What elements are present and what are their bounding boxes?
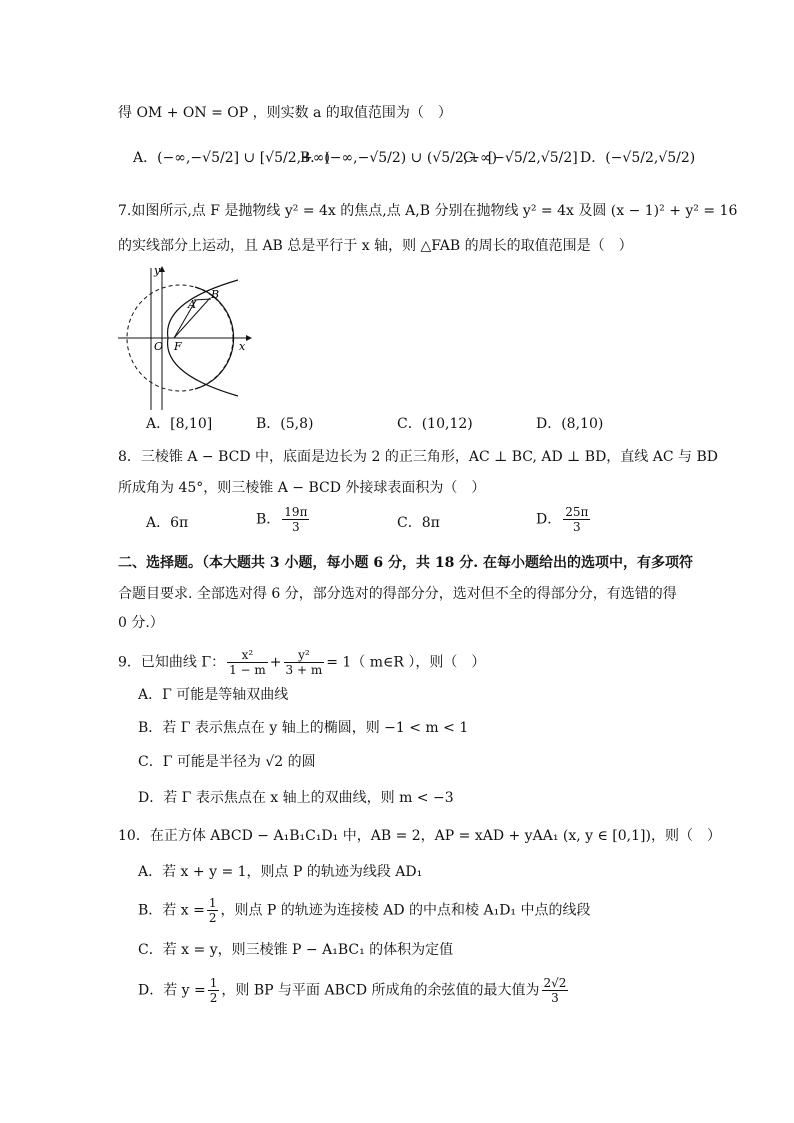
q8-option-b-prefix: B． xyxy=(256,511,281,528)
section2-header-line3: 0 分.） xyxy=(118,615,164,631)
q8-option-d-fraction xyxy=(563,505,590,534)
fraction-denominator: 2 xyxy=(209,991,218,1005)
fraction-denominator: 2 xyxy=(208,911,217,925)
x-axis-arrow-icon xyxy=(246,335,252,341)
q9-option-d: D．若 Γ 表示焦点在 x 轴上的双曲线，则 m < −3 xyxy=(138,790,454,806)
q10-option-c: C．若 x = y，则三棱锥 P − A₁BC₁ 的体积为定值 xyxy=(138,942,454,958)
fraction-denominator: 3 + m xyxy=(285,663,323,677)
q7-stem-line2: 的实线部分上运动，且 AB 总是平行于 x 轴，则 △FAB 的周长的取值范围是（ ） xyxy=(118,238,633,254)
q8-option-d xyxy=(536,505,592,534)
q10-option-d-fraction-1 xyxy=(208,976,220,1005)
fraction-numerator: 2√2 xyxy=(543,976,567,990)
q10-option-b xyxy=(138,896,590,925)
q10-option-d-prefix: D．若 y = xyxy=(138,982,206,999)
q7-option-d: D．(8,10) xyxy=(536,416,604,432)
fraction-denominator: 1 − m xyxy=(229,663,266,677)
q6-option-b: B．(−∞,−√5/2) ∪ (√5/2,+∞) xyxy=(300,150,498,166)
fraction-numerator: y² xyxy=(284,648,325,663)
fraction-numerator: x² xyxy=(227,648,268,663)
label-b: B xyxy=(211,288,220,301)
q6-option-d: D．(−√5/2,√5/2) xyxy=(580,150,696,166)
q9-fraction-2 xyxy=(284,648,325,677)
fraction-denominator: 3 xyxy=(572,520,581,534)
q10-option-a: A．若 x + y = 1，则点 P 的轨迹为线段 AD₁ xyxy=(138,864,423,880)
fraction-denominator: 3 xyxy=(551,991,559,1005)
q8-stem-line1: 8．三棱锥 A − BCD 中，底面是边长为 2 的正三角形，AC ⊥ BC, AD ⊥ BD，直线 AC 与 BD xyxy=(118,449,718,465)
label-x: x xyxy=(239,340,246,353)
label-o: O xyxy=(154,340,164,353)
q8-option-b xyxy=(256,505,311,534)
label-y: y xyxy=(154,264,161,277)
q10-stem: 10．在正方体 ABCD − A₁B₁C₁D₁ 中，AB = 2，AP = xAD + yAA₁ (x, y ∈ [0,1])，则（ ） xyxy=(118,828,721,844)
q8-option-c: C．8π xyxy=(397,515,440,531)
q7-figure xyxy=(118,262,258,412)
q9-option-a: A．Γ 可能是等轴双曲线 xyxy=(138,687,289,703)
q6-option-c: C．[−√5/2,√5/2] xyxy=(463,150,578,166)
q8-option-a: A．6π xyxy=(146,515,189,531)
q9-stem-suffix: = 1（ m∈R ），则（ ） xyxy=(326,654,486,671)
section2-header-line1: 二、选择题。（本大题共 3 小题，每小题 6 分，共 18 分. 在每小题给出的选项中，有多项符 xyxy=(118,555,693,571)
q10-option-b-prefix: B．若 x = xyxy=(138,902,205,919)
label-a: A xyxy=(188,298,196,311)
q7-option-a: A．[8,10] xyxy=(146,416,213,432)
q9-option-b: B．若 Γ 表示焦点在 y 轴上的椭圆，则 −1 < m < 1 xyxy=(138,720,469,736)
q10-option-b-suffix: ，则点 P 的轨迹为连接棱 AD 的中点和棱 A₁D₁ 中点的线段 xyxy=(220,902,591,919)
q10-option-d-fraction-2 xyxy=(542,976,569,1005)
section2-header-line2: 合题目要求. 全部选对得 6 分，部分选对的得部分分，选对但不全的得部分分，有选错的得 xyxy=(118,586,677,602)
q9-stem: 9．已知曲线 Γ： $\frac{\text{x²}}{1 - m}$ + $\frac{\text{y²}}{3 + m}$ = 1（ m∈R ），则（ ） xyxy=(118,648,486,677)
q8-option-d-prefix: D． xyxy=(536,511,562,528)
q9-option-c: C．Γ 可能是半径为 √2 的圆 xyxy=(138,754,316,770)
fraction-numerator: 1 xyxy=(209,976,218,990)
q7-option-b: B．(5,8) xyxy=(256,416,314,432)
q6-option-a: A．(−∞,−√5/2] ∪ [√5/2,+∞) xyxy=(133,150,330,166)
q7-option-c: C．(10,12) xyxy=(397,416,473,432)
q9-fraction-1 xyxy=(227,648,268,677)
q8-option-b-fraction xyxy=(282,505,309,534)
fraction-numerator: 19π xyxy=(284,505,308,519)
q6-stem-tail: 得 OM + ON = OP ，则实数 a 的取值范围为（ ） xyxy=(118,105,452,121)
q10-option-b-fraction xyxy=(207,896,219,925)
fraction-numerator: 1 xyxy=(208,896,217,910)
q9-stem-prefix: 9．已知曲线 Γ： xyxy=(118,654,226,671)
fraction-denominator: 3 xyxy=(292,520,300,534)
fraction-numerator: 25π xyxy=(565,505,589,519)
q7-stem-line1: 7.如图所示,点 F 是抛物线 y² = 4x 的焦点,点 A,B 分别在抛物线 y² = 4x 及圆 (x − 1)² + y² = 16 xyxy=(118,203,738,219)
q8-stem-line2: 所成角为 45°，则三棱锥 A − BCD 外接球表面积为（ ） xyxy=(118,480,486,496)
q10-option-d xyxy=(138,976,570,1005)
label-f: F xyxy=(174,340,182,353)
q10-option-d-middle: ，则 BP 与平面 ABCD 所成角的余弦值的最大值为 xyxy=(221,982,540,999)
